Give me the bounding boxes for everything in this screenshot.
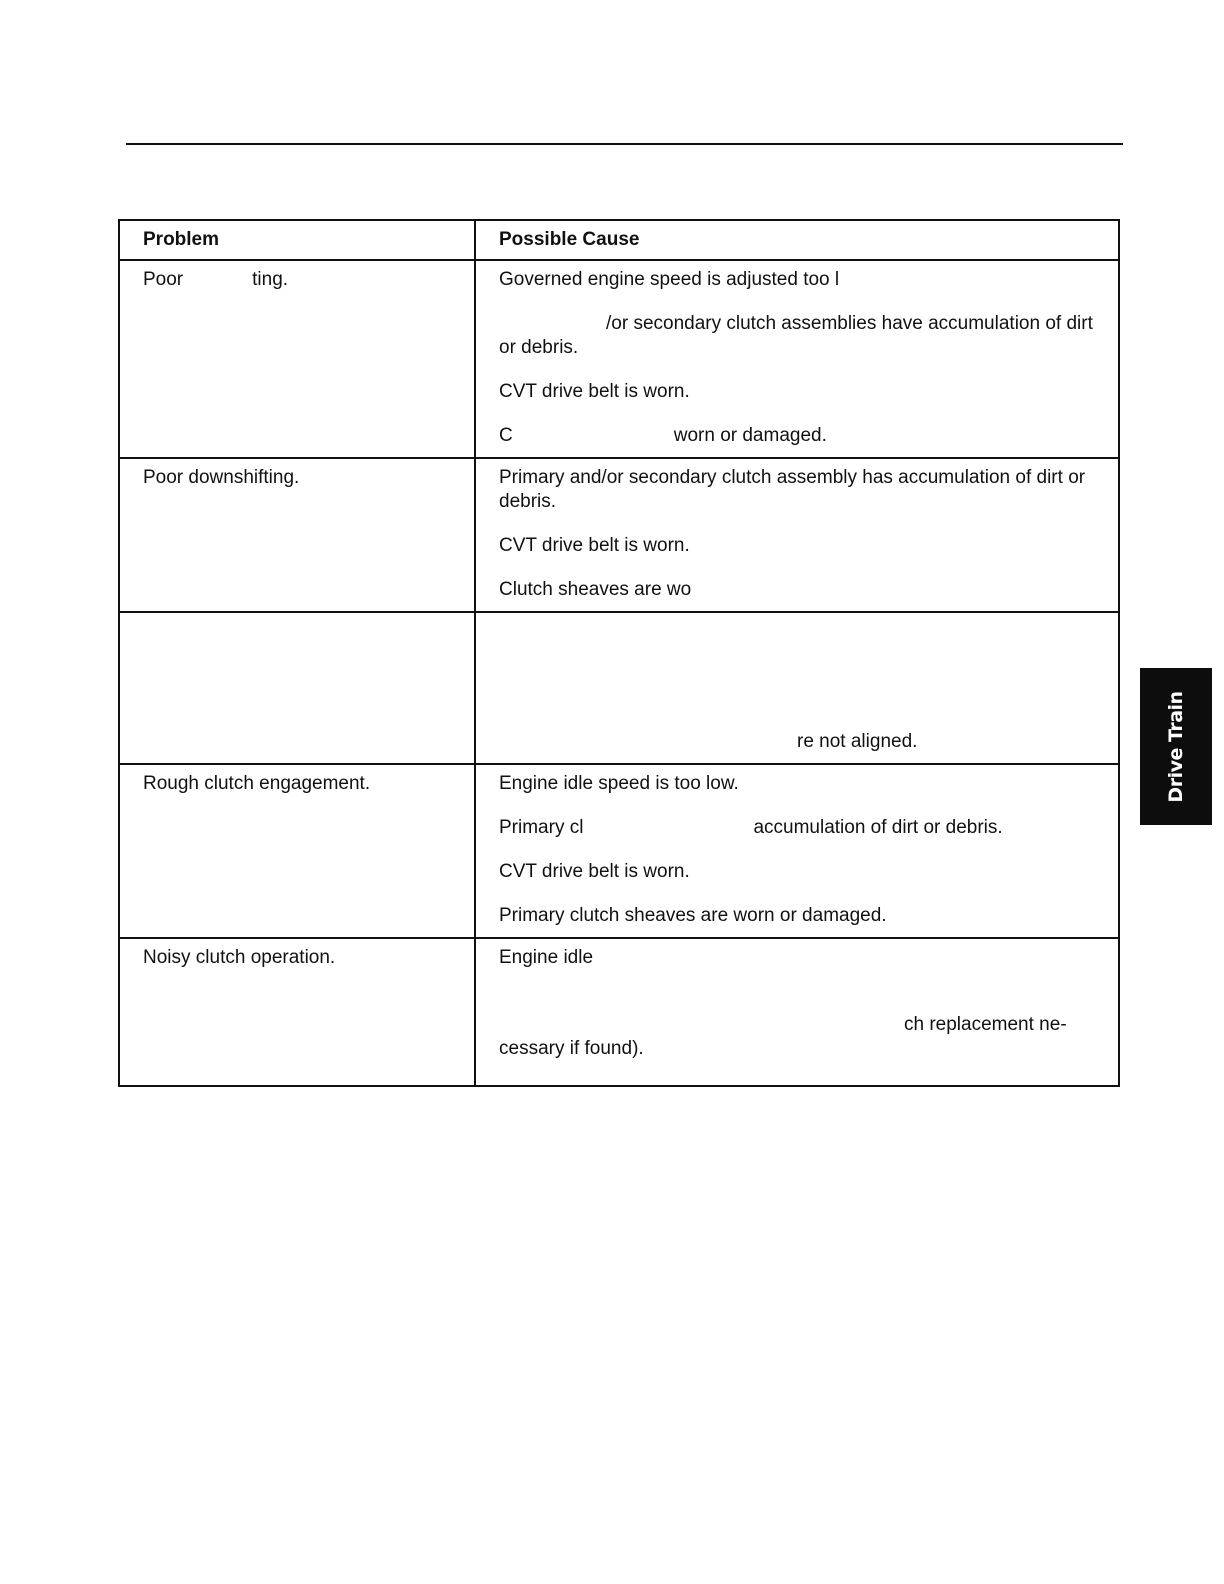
header-rule	[126, 143, 1123, 145]
cause-cell	[475, 938, 1119, 1086]
section-tab-drive-train	[1140, 668, 1212, 825]
cause-item: /or secondary clutch assemblies have accumulation of dirt or debris.	[499, 313, 1093, 358]
cause-item: Primary and/or secondary clutch assembly has accumulation of dirt or debris.	[499, 467, 1086, 512]
table-row	[119, 764, 1119, 938]
problem-cell: Poor downshifting.	[119, 458, 475, 612]
cause-item: CVT drive belt is worn.	[499, 535, 690, 556]
problem-column-header: Problem	[119, 220, 475, 260]
problem-cell: Noisy clutch operation.	[119, 938, 475, 1086]
cause-item: Engine idle	[499, 947, 594, 968]
cause-item: Governed engine speed is adjusted too l	[499, 269, 840, 290]
table-row	[119, 458, 1119, 612]
cause-item: ch replacement ne- cessary if found).	[499, 1014, 1067, 1059]
cause-item: Primary cl accumulation of dirt or debris.	[499, 817, 1003, 838]
cause-item: C worn or damaged.	[499, 425, 827, 446]
table-row	[119, 938, 1119, 1086]
table-row	[119, 260, 1119, 458]
troubleshooting-table	[118, 219, 1120, 1087]
problem-cell	[119, 612, 475, 764]
cause-cell	[475, 458, 1119, 612]
problem-cell: Rough clutch engagement.	[119, 764, 475, 938]
cause-item: CVT drive belt is worn.	[499, 381, 690, 402]
table-row	[119, 612, 1119, 764]
cause-cell	[475, 260, 1119, 458]
problem-cell: Poor ting.	[119, 260, 475, 458]
cause-item: Clutch sheaves are wo	[499, 579, 692, 600]
section-tab-label: Drive Train	[1165, 690, 1187, 803]
table-header-row	[119, 220, 1119, 260]
cause-item: CVT drive belt is worn.	[499, 861, 690, 882]
cause-item: Engine idle speed is too low.	[499, 773, 739, 794]
cause-column-header: Possible Cause	[475, 220, 1119, 260]
cause-item: re not aligned.	[797, 731, 918, 752]
cause-cell	[475, 764, 1119, 938]
cause-item: Primary clutch sheaves are worn or damaged.	[499, 905, 887, 926]
cause-cell	[475, 612, 1119, 764]
